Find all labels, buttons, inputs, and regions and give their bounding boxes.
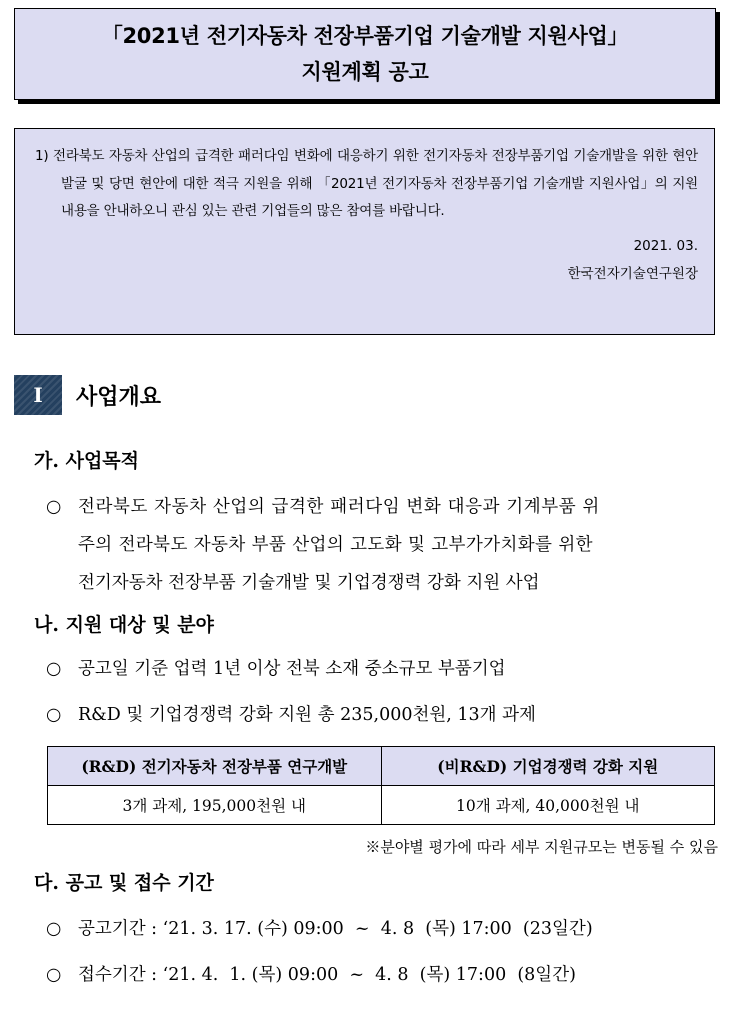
notice-body: 1) 전라북도 자동차 산업의 급격한 패러다임 변화에 대응하기 위한 전기자동차 전장부품기업 기술개발을 위한 현안 발굴 및 당면 현안에 대한 적극 지원을 위해 「2021년 전기자동차 전장부품기업 기술개발 지원사업」의 지원내용을 안내하오니 관심 있는 관련 기업들의 많은 참여를 바랍니다. [35, 148, 698, 219]
period-bullet-1 [46, 910, 720, 948]
notice-issuer: 한국전자기술연구원장 [567, 265, 698, 282]
table-header-row [48, 747, 715, 786]
title-line-2: 지원계획 공고 [301, 60, 429, 84]
table-note: ※분야별 평가에 따라 세부 지원규모는 변동될 수 있음 [365, 838, 718, 856]
purpose-text [78, 488, 720, 602]
table-header-rnd: (R&D) 전기자동차 전장부품 연구개발 [48, 747, 382, 786]
table-row [48, 786, 715, 825]
notice-box [14, 128, 715, 335]
section-header [14, 375, 161, 415]
title-box [14, 8, 716, 100]
section-number-badge: I [14, 375, 62, 415]
target-heading: 나. 지원 대상 및 분야 [34, 614, 214, 636]
table-cell-rnd: 3개 과제, 195,000천원 내 [48, 786, 382, 825]
bullet-circle-icon: ○ [46, 659, 62, 679]
purpose-line-1: 전라북도 자동차 산업의 급격한 패러다임 변화 대응과 기계부품 위 [78, 497, 600, 517]
section-title: 사업개요 [76, 384, 162, 410]
period-heading: 다. 공고 및 접수 기간 [34, 872, 214, 894]
purpose-line-2: 주의 전라북도 자동차 부품 산업의 고도화 및 고부가가치화를 위한 [78, 535, 593, 555]
table-cell-nonrnd: 10개 과제, 40,000천원 내 [381, 786, 715, 825]
period-text-2: 접수기간 : ‘21. 4. 1. (목) 09:00 ~ 4. 8 (목) 17:00 (8일간) [78, 965, 576, 985]
period-text-1: 공고기간 : ‘21. 3. 17. (수) 09:00 ~ 4. 8 (목) 17:00 (23일간) [78, 919, 593, 939]
purpose-line-3: 전기자동차 전장부품 기술개발 및 기업경쟁력 강화 지원 사업 [78, 573, 540, 593]
target-text-2: R&D 및 기업경쟁력 강화 지원 총 235,000천원, 13개 과제 [78, 705, 536, 725]
target-text-1: 공고일 기준 업력 1년 이상 전북 소재 중소규모 부품기업 [78, 659, 506, 679]
target-bullet-1 [46, 650, 720, 688]
purpose-bullet [46, 488, 720, 602]
notice-date: 2021. 03. [633, 237, 698, 254]
table-header-nonrnd: (비R&D) 기업경쟁력 강화 지원 [381, 747, 715, 786]
target-bullet-2 [46, 696, 720, 734]
title-line-1: 「2021년 전기자동차 전장부품기업 기술개발 지원사업」 [101, 24, 629, 48]
purpose-heading: 가. 사업목적 [34, 450, 139, 472]
bullet-circle-icon: ○ [46, 497, 62, 517]
bullet-circle-icon: ○ [46, 965, 62, 985]
period-bullet-2 [46, 956, 720, 994]
bullet-circle-icon: ○ [46, 919, 62, 939]
support-table [47, 746, 715, 825]
bullet-circle-icon: ○ [46, 705, 62, 725]
